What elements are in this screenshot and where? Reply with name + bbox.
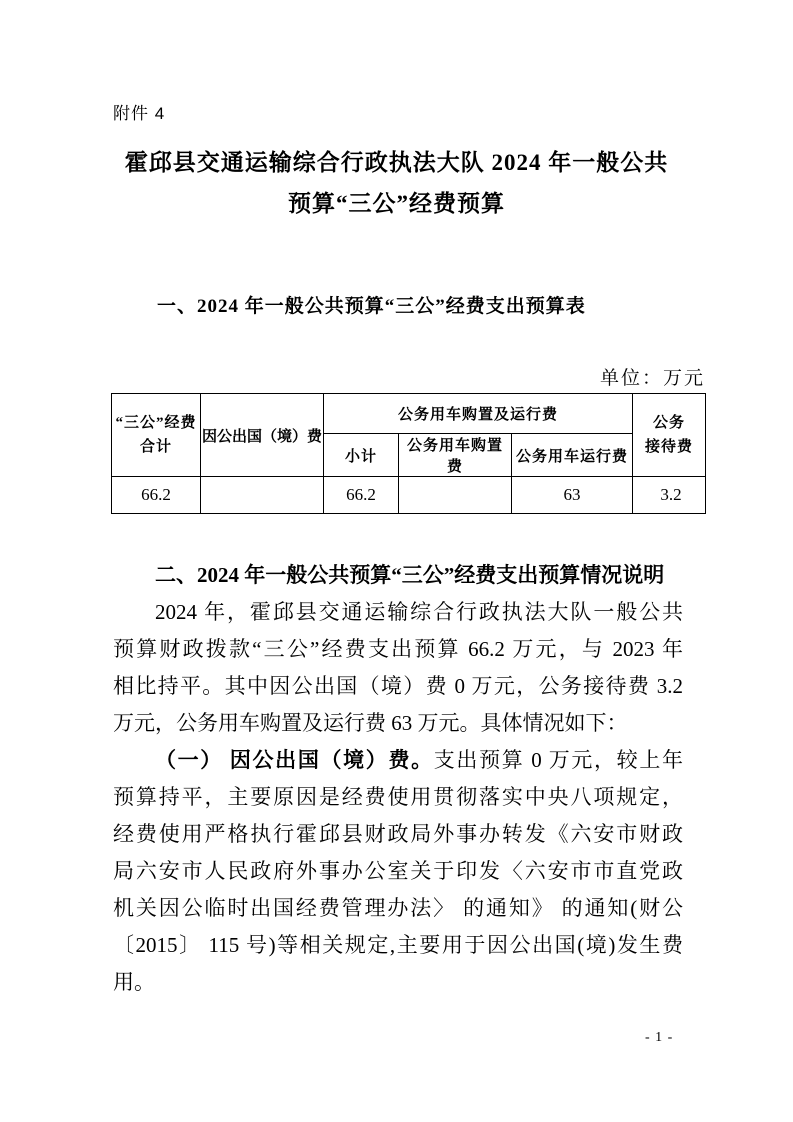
paragraph-line: 机关因公临时出国经费管理办法〉 的通知》 的通知(财公 — [113, 896, 683, 920]
paragraph-line: 用。 — [113, 970, 155, 994]
header-vehicle-group: 公务用车购置及运行费 — [324, 394, 633, 434]
header-vehicle-purchase: 公务用车购置费 — [399, 434, 512, 477]
cell-total-value: 66.2 — [112, 477, 201, 514]
paragraph-bold-lead: （一） 因公出国（境）费。 — [155, 748, 434, 772]
paragraph-line: 预算持平，主要原因是经费使用贯彻落实中央八项规定， — [113, 785, 683, 809]
header-reception-expense — [633, 394, 706, 477]
three-public-budget-table — [111, 393, 706, 514]
paragraph-line-rest: 支出预算 0 万元，较上年 — [433, 748, 683, 772]
paragraph-line: 局六安市人民政府外事办公室关于印发〈六安市市直党政 — [113, 859, 683, 883]
paragraph-line — [113, 742, 683, 779]
paragraph-line: 万元，公务用车购置及运行费 63 万元。具体情况如下： — [113, 711, 628, 735]
header-reception-expense-line2: 接待费 — [645, 439, 694, 455]
cell-vehicle-purchase-value — [399, 477, 512, 514]
header-three-public-total — [112, 394, 201, 477]
paragraph-line: 2024 年，霍邱县交通运输综合行政执法大队一般公共 — [155, 600, 683, 624]
section-2-body — [113, 557, 683, 1001]
document-title — [56, 142, 737, 224]
attachment-label: 附件 4 — [113, 104, 166, 123]
table-data-row — [112, 477, 706, 514]
section-1-heading: 一、2024 年一般公共预算“三公”经费支出预算表 — [157, 296, 586, 317]
header-three-public-total-line2: 合计 — [139, 439, 172, 455]
document-title-line-2: 预算“三公”经费预算 — [288, 191, 505, 216]
cell-vehicle-subtotal-value: 66.2 — [324, 477, 399, 514]
unit-label: 单位：万元 — [599, 368, 705, 389]
cell-vehicle-operation-value: 63 — [512, 477, 633, 514]
header-three-public-total-line1: “三公”经费 — [115, 415, 197, 431]
header-vehicle-subtotal: 小计 — [324, 434, 399, 477]
paragraph-line: 经费使用严格执行霍邱县财政局外事办转发《六安市财政 — [113, 822, 683, 846]
header-abroad-expense: 因公出国（境）费 — [201, 394, 324, 477]
header-reception-expense-line1: 公务 — [653, 415, 686, 431]
document-title-line-1: 霍邱县交通运输综合行政执法大队 2024 年一般公共 — [124, 150, 669, 175]
section-2-heading: 二、2024 年一般公共预算“三公”经费支出预算情况说明 — [155, 563, 665, 587]
header-vehicle-operation: 公务用车运行费 — [512, 434, 633, 477]
paragraph-line: 相比持平。其中因公出国（境）费 0 万元，公务接待费 3.2 — [113, 674, 683, 698]
cell-reception-value: 3.2 — [633, 477, 706, 514]
page-number: - 1 - — [645, 1030, 674, 1045]
paragraph-line: 预算财政拨款“三公”经费支出预算 66.2 万元，与 2023 年 — [113, 637, 683, 661]
paragraph-line: 〔2015〕 115 号)等相关规定,主要用于因公出国(境)发生费 — [113, 933, 683, 957]
cell-abroad-value — [201, 477, 324, 514]
